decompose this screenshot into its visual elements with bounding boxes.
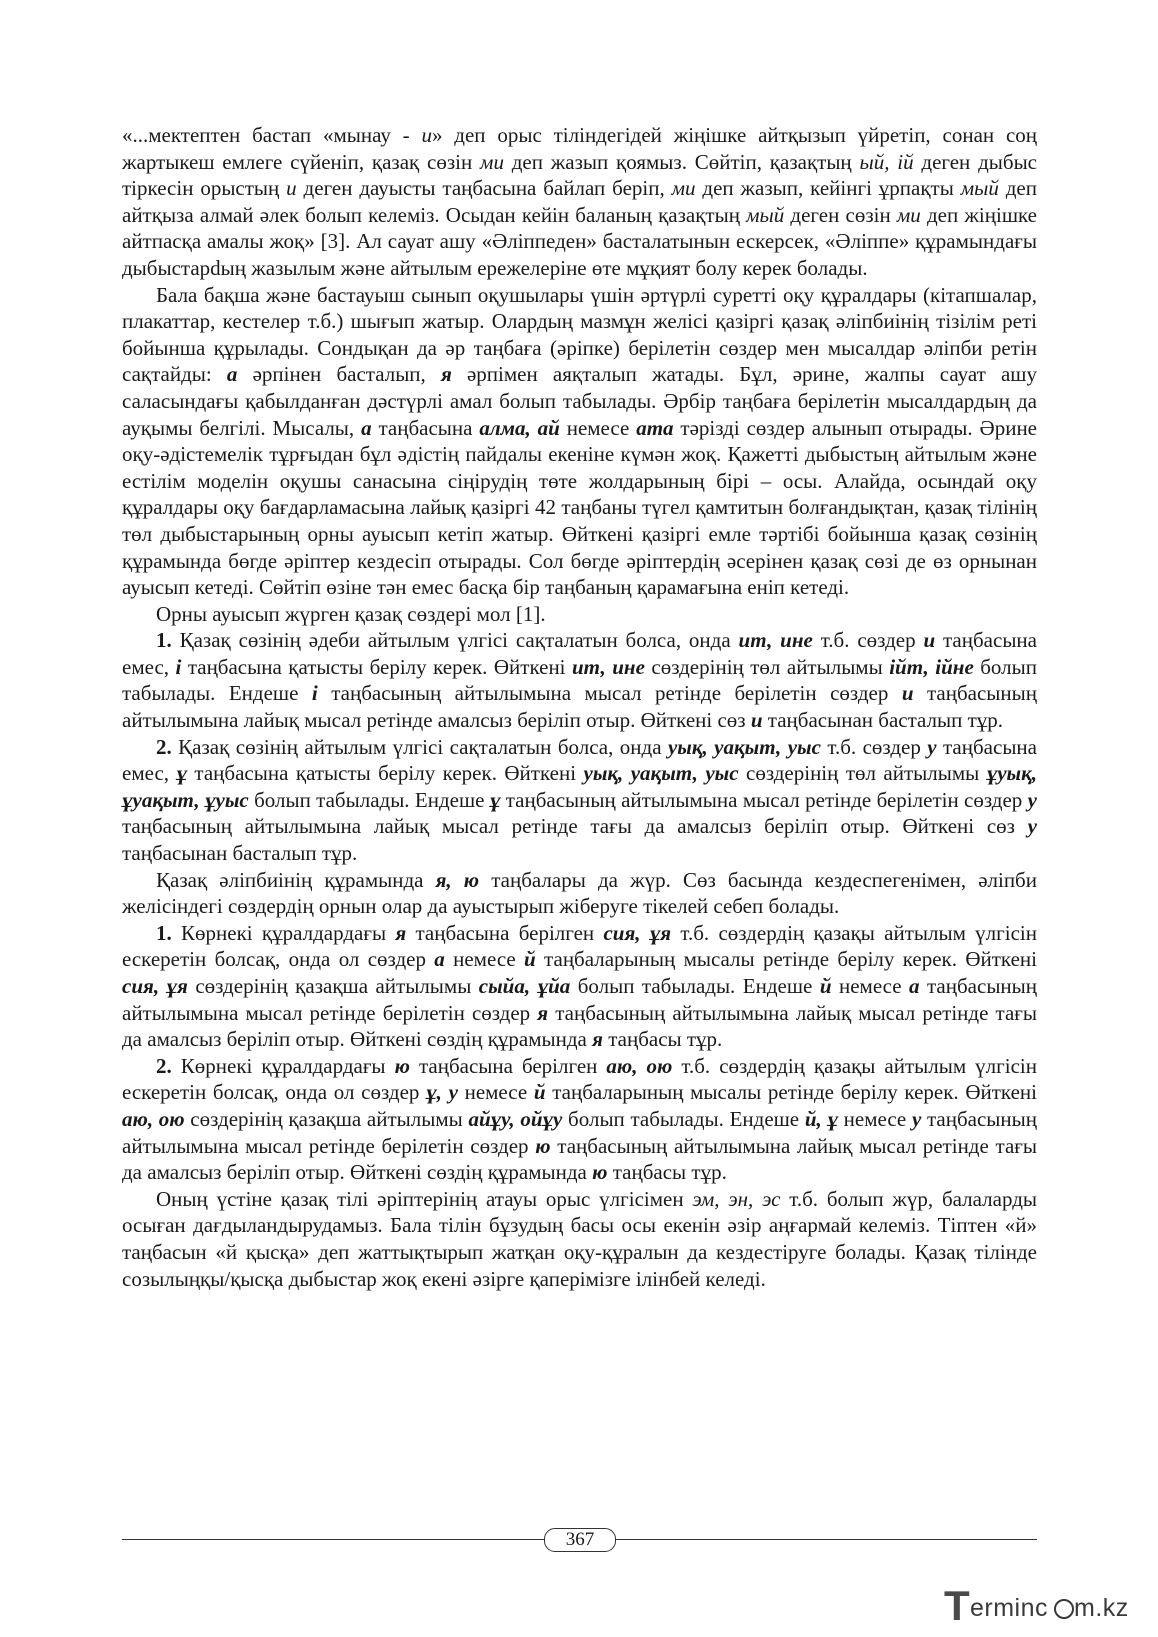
emphasis-bold-italic: й: [533, 1080, 546, 1105]
text-run: болып табылады. Ендеше: [562, 1106, 805, 1131]
text-run: деп жіңішке айтпасқа амалы жоқ» [3]. Ал сауат ашу «Әліппеден» басталатынын ескерсек, «Әліппе» құрамындағы дыбыстарdың жазылым және айтылым ережелеріне өте мұқият болу керек болады.: [122, 202, 1037, 280]
emphasis-bold-italic: а: [361, 415, 372, 440]
emphasis-bold-italic: у: [911, 1106, 922, 1131]
emphasis-italic: мый: [746, 202, 785, 227]
text-run: таңбасына емес,: [122, 628, 1037, 679]
text-run: таңбасы тұр.: [602, 1027, 723, 1052]
text-run: таңбасының айтылымына лайық мысал ретінде тағы да амалсыз беріліп отыр. Өйткені сөз: [122, 814, 1028, 839]
text-run: таңбасына қатысты берілу керек. Өйткені: [186, 761, 584, 786]
emphasis-bold-italic: и: [923, 628, 936, 653]
text-run: таңбасының айтылымына лайық мысал ретінде тағы да амалсыз беріліп отыр. Өйткені сөздің құрамында: [122, 1000, 1037, 1052]
paragraph: [122, 601, 1037, 628]
text-run: Қазақ сөзінің әдеби айтылым үлгісі сақталатын болса, онда: [171, 628, 739, 653]
text-run: Қазақ сөзінің айтылым үлгісі сақталатын болса, онда: [171, 734, 668, 759]
emphasis-bold: 2.: [156, 734, 172, 759]
text-run: деп жазып, кейінгі ұрпақты: [695, 176, 961, 201]
text-run: тәрізді сөздер алынып отырады. Әрине оқу-әдістемелік тұрғыдан бұл әдістің пайдалы екеніне күмән жоқ. Қажетті дыбыстың айтылым және естілім моделін оқушы санасына сіңірудің төте жолдарының бірі – осы. Алайда, осындай оқу құралдары оқу бағдарламасына лайық қазіргі 42 таңбаны түгел қамтитын болғандықтан, қазақ тілінің төл дыбыстарының орны ауысып кетіп жатыр. Өйткені қазіргі емле тәртібі бойынша қазақ сөзінің құрамында бөгде әріптер кездесіп отырады. Сол бөгде әріптердің әсерінен қазақ сөзі де өз орнынан ауысып кетеді. Сөйтіп өзіне тән емес басқа бір таңбаның қарамағына еніп кетеді.: [122, 415, 1037, 600]
emphasis-italic: ми: [480, 149, 504, 174]
watermark-part-2: m.kz: [1074, 1594, 1129, 1622]
emphasis-bold-italic: ұуық, ұуақыт, ұуыс: [122, 761, 1038, 812]
text-run: таңбасына: [371, 415, 480, 440]
emphasis-italic: ый, ій: [859, 149, 914, 174]
text-run: әрпінен басталып,: [237, 362, 441, 387]
text-run: немесе: [444, 947, 525, 972]
emphasis-bold-italic: ит, ине: [738, 628, 813, 653]
text-run: таңбасына берілген: [409, 1053, 607, 1078]
text-run: болып табылады. Ендеше: [122, 654, 1037, 706]
watermark-glyph: T: [944, 1582, 970, 1629]
emphasis-bold-italic: сия, ұя: [122, 974, 188, 998]
text-run: таңбасына емес,: [122, 734, 1037, 786]
emphasis-bold-italic: и: [901, 681, 914, 706]
text-run: т.б. болып жүр, балаларды осыған дағдыландырудамыз. Бала тілін бұзудың басы осы екенін әзір аңғармай келеміз. Тіптен «й» таңбасын «й қысқа» деп жаттықтырып жатқан оқу-құралын да кездестіруге болады. Қазақ тілінде созылыңқы/қысқа дыбыстар жоқ екені әзірге қаперімізге ілінбей келеді.: [122, 1186, 1037, 1291]
emphasis-bold: 1.: [156, 628, 172, 653]
watermark-part-1: erminc: [970, 1594, 1049, 1622]
emphasis-bold-italic: у: [927, 734, 937, 759]
emphasis-bold-italic: аю, ою: [606, 1053, 673, 1078]
text-run: » деп орыс тіліндегідей жіңішке айтқызып үйретіп, сонан соң жартыкеш емлеге сүйеніп, қазақ сөзін: [122, 123, 1038, 174]
emphasis-bold-italic: а: [909, 974, 920, 998]
text-run: немесе: [837, 1106, 912, 1131]
watermark-circle-icon: [1054, 1599, 1074, 1619]
text-run: сөздерінің қазақша айтылымы: [184, 1106, 469, 1131]
emphasis-bold-italic: і: [175, 654, 182, 679]
text-run: немесе: [559, 415, 637, 440]
emphasis-italic: ми: [671, 176, 696, 201]
text-run: таңбасының айтылымына мысал ретінде берілетін сөздер: [500, 787, 1028, 812]
paragraph: [122, 282, 1037, 601]
emphasis-bold-italic: й: [524, 947, 536, 972]
emphasis-italic: ми: [896, 202, 921, 227]
paragraph: [122, 920, 1037, 1053]
emphasis-bold-italic: ю: [394, 1053, 410, 1078]
paragraph: [122, 1186, 1037, 1292]
text-run: таңбасының айтылымына мысал ретінде берілетін сөздер: [317, 681, 902, 706]
text-run: таңбаларының мысалы ретінде берілу керек. Өйткені: [535, 947, 1037, 972]
text-run: деп айтқыза алмай әлек болып келеміз. Осыдан кейін баланың қазақтың: [122, 176, 1037, 227]
emphasis-bold-italic: й, ұ: [804, 1106, 838, 1131]
text-run: таңбасына берілген: [406, 920, 604, 945]
emphasis-bold-italic: и: [750, 708, 763, 733]
text-run: Көрнекі құралдардағы: [171, 920, 396, 945]
text-run: таңбасының айтылымына мысал ретінде берілетін сөздер: [122, 974, 1038, 1025]
emphasis-bold-italic: і: [311, 681, 318, 706]
paragraph: [122, 867, 1037, 920]
text-run: таңбасынан басталып тұр.: [122, 841, 358, 866]
emphasis-bold-italic: уық, уақыт, уыс: [583, 761, 739, 786]
text-run: таңбасынан басталып тұр.: [762, 708, 1004, 733]
emphasis-bold-italic: ійт, ійне: [889, 654, 974, 679]
text-run: деп жазып қоямыз. Сөйтіп, қазақтың: [503, 149, 860, 174]
text-run: таңбасы тұр.: [607, 1160, 727, 1185]
text-run: болып табылады. Ендеше: [248, 787, 490, 812]
emphasis-bold-italic: я: [395, 920, 407, 945]
emphasis-bold-italic: я: [440, 362, 452, 387]
page-footer: [122, 1528, 1037, 1552]
text-run: Оның үстіне қазақ тілі әріптерінің атауы орыс үлгісімен: [156, 1186, 693, 1211]
watermark-logo: [944, 1582, 1144, 1629]
emphasis-bold-italic: алма, ай: [479, 415, 560, 440]
text-run: әрпімен аяқталып жатады. Бұл, әрине, жалпы сауат ашу саласындағы қабылданған дәстүрлі амал болып табылады. Әрбір таңбаға берілетін мысалдардың да ауқымы белгілі. Мысалы,: [122, 362, 1037, 440]
text-run: Қазақ әліпбиінің құрамында: [156, 867, 436, 892]
emphasis-bold-italic: айұу, ойұу: [468, 1106, 563, 1131]
text-run: сөздерінің қазақша айтылымы: [187, 974, 479, 998]
emphasis-bold-italic: ұ, у: [426, 1080, 458, 1105]
emphasis-bold-italic: а: [226, 362, 238, 387]
emphasis-bold-italic: я, ю: [435, 867, 480, 892]
emphasis-bold: 2.: [156, 1053, 172, 1078]
emphasis-bold-italic: у: [1027, 787, 1037, 812]
emphasis-italic: мый: [960, 176, 999, 201]
text-run: таңбасының айтылымына лайық мысал ретінде амалсыз беріліп отыр. Өйткені сөз: [122, 681, 1037, 733]
emphasis-bold-italic: сыйа, ұйа: [478, 974, 571, 998]
emphasis-bold-italic: уық, уақыт, уыс: [667, 734, 821, 759]
paragraph: [122, 122, 1037, 282]
text-run: т.б. сөздердің қазақы айтылым үлгісін ескеретін болсақ, онда ол сөздер: [122, 1053, 1037, 1105]
paragraph: [122, 627, 1037, 733]
emphasis-italic: и: [421, 123, 432, 147]
emphasis-bold: 1.: [156, 920, 172, 945]
body-text: [122, 122, 1037, 1292]
text-run: т.б. сөздердің қазақы айтылым үлгісін ескеретін болсақ, онда ол сөздер: [122, 920, 1037, 972]
emphasis-bold-italic: а: [434, 947, 445, 972]
emphasis-bold-italic: я: [537, 1000, 549, 1025]
emphasis-bold-italic: у: [1027, 814, 1037, 839]
page-number: 367: [544, 1528, 616, 1552]
text-run: т.б. сөздер: [812, 628, 924, 653]
paragraph: [122, 734, 1037, 867]
text-run: деген сөзін: [784, 202, 897, 227]
emphasis-italic: эм, эн, эс: [692, 1186, 781, 1211]
emphasis-bold-italic: ю: [592, 1160, 608, 1185]
text-run: таңбаларының мысалы ретінде берілу керек. Өйткені: [545, 1080, 1038, 1105]
text-run: таңбасының айтылымына лайық мысал ретінде тағы да амалсыз беріліп отыр. Өйткені сөздің құрамында: [122, 1133, 1037, 1185]
text-run: таңбалары да жүр. Сөз басында кездеспегенімен, әліпби желісіндегі сөздердің орнын олар да ауыстырып жіберуге тікелей себеп болады.: [122, 867, 1037, 919]
text-run: сөздерінің төл айтылымы: [644, 654, 890, 679]
text-run: Көрнекі құралдардағы: [171, 1053, 395, 1078]
emphasis-bold-italic: аю, ою: [122, 1106, 185, 1131]
emphasis-bold-italic: ұ: [489, 787, 501, 812]
emphasis-bold-italic: ит, ине: [572, 654, 645, 679]
emphasis-bold-italic: сия, ұя: [603, 920, 672, 945]
emphasis-bold-italic: ата: [636, 415, 674, 440]
paragraph: [122, 1053, 1037, 1186]
emphasis-bold-italic: ю: [535, 1133, 551, 1158]
emphasis-bold-italic: я: [592, 1027, 603, 1052]
text-run: таңбасына қатысты берілу керек. Өйткені: [181, 654, 572, 679]
text-run: немесе: [457, 1080, 534, 1105]
text-run: т.б. сөздер: [820, 734, 928, 759]
text-run: таңбасының айтылымына мысал ретінде берілетін сөздер: [122, 1106, 1037, 1158]
text-run: «...мектептен бастап «мынау -: [122, 123, 422, 147]
emphasis-bold-italic: ұ: [176, 761, 187, 786]
text-run: деген дауысты таңбасына байлап беріп,: [296, 176, 672, 201]
text-run: Бала бақша және бастауыш сынып оқушылары үшін әртүрлі суретті оқу құралдары (кітапшалар, плакаттар, кестелер т.б.) шығып жатыр. Олардың мазмұн желісі қазіргі қазақ әліпбиінің тізілім реті бойынша құрылады. Сондықан да әр таңбаға (әріпке) берілетін сөздер мен мысалдар әліпби ретін сақтайды:: [122, 282, 1037, 387]
text-run: болып табылады. Ендеше: [570, 974, 820, 998]
text-run: деген дыбыс тіркесін орыстың: [122, 149, 1037, 201]
emphasis-bold-italic: й: [819, 974, 832, 998]
emphasis-italic: и: [286, 176, 297, 201]
text-run: Орны ауысып жүрген қазақ сөздері мол [1].: [156, 601, 546, 626]
text-run: немесе: [831, 974, 910, 998]
text-run: сөздерінің төл айтылымы: [738, 761, 987, 786]
